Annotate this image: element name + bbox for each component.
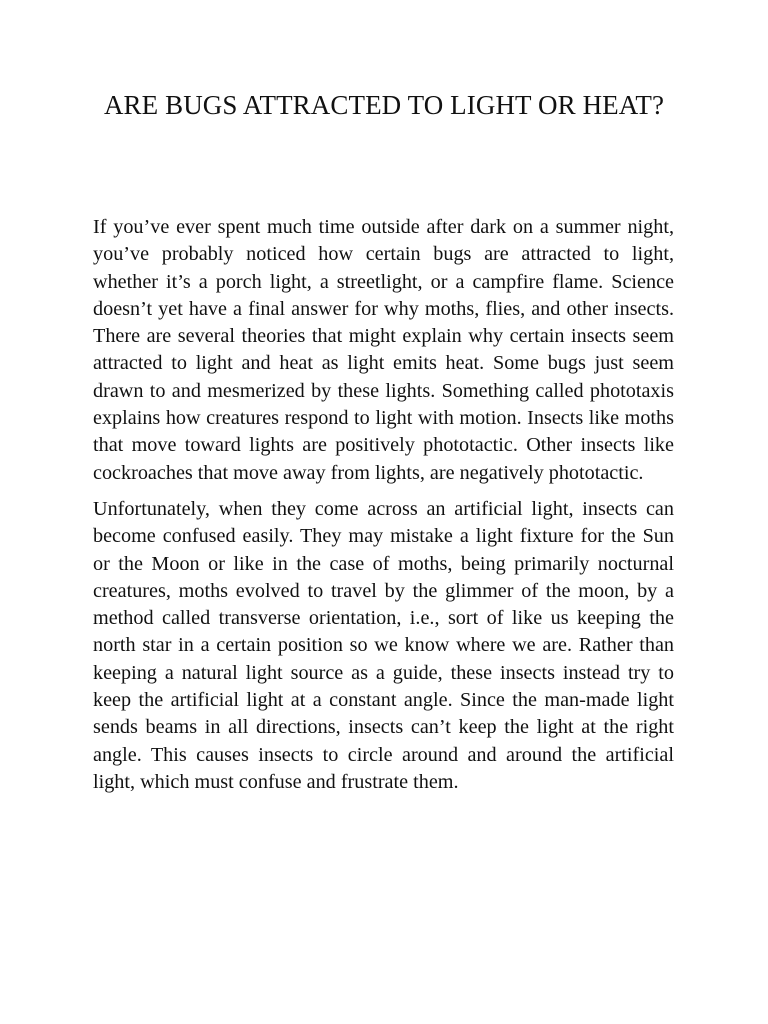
article-body	[93, 214, 674, 796]
paragraph-phototaxis: If you’ve ever spent much time outside after dark on a summer night, you’ve probably noticed how certain bugs are attracted to light, whether it’s a porch light, a streetlight, or a campfire flame. Science doesn’t yet have a final answer for why moths, flies, and other insects. There are several theories that might explain why certain insects seem attracted to light and heat as light emits heat. Some bugs just seem drawn to and mesmerized by these lights. Something called phototaxis explains how creatures respond to light with motion. Insects like moths that move toward lights are positively phototactic. Other insects like cockroaches that move away from lights, are negatively phototactic.	[93, 216, 674, 484]
page-title: ARE BUGS ATTRACTED TO LIGHT OR HEAT?	[103, 90, 665, 120]
paragraph-artificial-light: Unfortunately, when they come across an artificial light, insects can become confused easily. They may mistake a light fixture for the Sun or the Moon or like in the case of moths, being primarily nocturnal creatures, moths evolved to travel by the glimmer of the moon, by a method called transverse orientation, i.e., sort of like us keeping the north star in a certain position so we know where we are. Rather than keeping a natural light source as a guide, these insects instead try to keep the artificial light at a constant angle. Since the man-made light sends beams in all directions, insects can’t keep the light at the right angle. This causes insects to circle around and around the artificial light, which must confuse and frustrate them.	[93, 497, 674, 793]
